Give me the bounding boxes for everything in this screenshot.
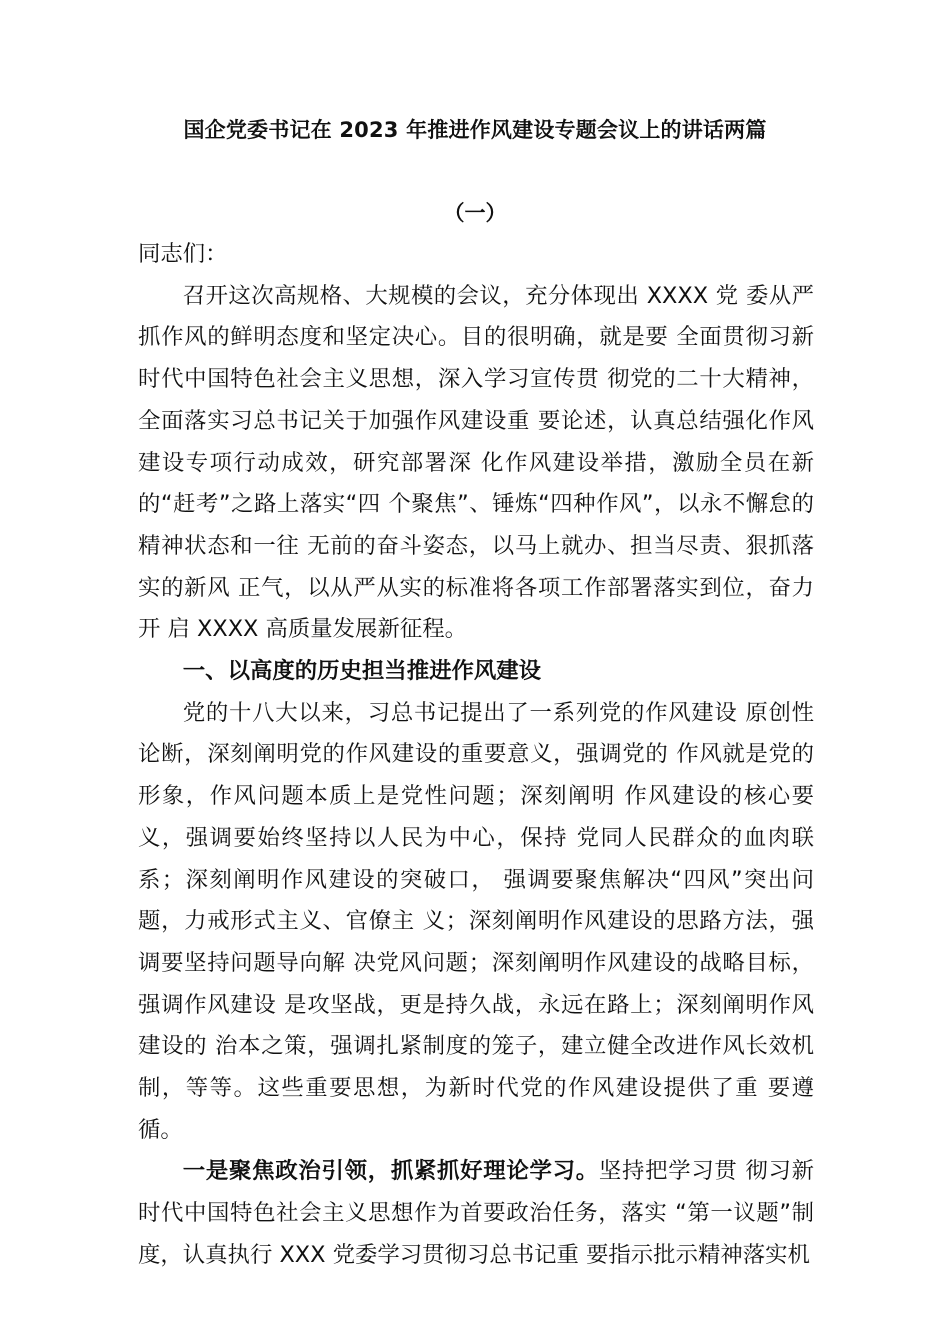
salutation: 同志们： bbox=[138, 241, 228, 267]
document-title: 国企党委书记在 2023 年推进作风建设专题会议上的讲话两篇 bbox=[183, 118, 767, 142]
paragraph-2: 党的十八大以来，习总书记提出了一系列党的作风建设 原创性论断，深刻阐明党的作风建设的重要意义，强调党的 作风就是党的形象，作风问题本质上是党性问题；深刻阐明 作风建设的核心要义，强调要始终坚持以人民为中心，保持 党同人民群众的血肉联系；深刻阐明作风建设的突破口， 强调要聚焦解决“四风”突出问题，力戒形式主义、官僚主 义；深刻阐明作风建设的思路方法，强调要坚持问题导向解 决党风问题；深刻阐明作风建设的战略目标，强调作风建设 是攻坚战，更是持久战，永远在路上；深刻阐明作风建设的 治本之策，强调扎紧制度的笼子，建立健全改进作风长效机 制，等等。这些重要思想，为新时代党的作风建设提供了重 要遵循。 bbox=[138, 699, 814, 1143]
section-heading-1: 一、以高度的历史担当推进作风建设 bbox=[182, 658, 542, 685]
paragraph-1: 召开这次高规格、大规模的会议，充分体现出 XXXX 党 委从严抓作风的鲜明态度和坚定决心。目的很明确，就是要 全面贯彻习新时代中国特色社会主义思想，深入学习宣传贯 彻党的二十大精神，全面落实习总书记关于加强作风建设重 要论述，认真总结强化作风建设专项行动成效，研究部署深 化作风建设举措，激励全员在新的“赶考”之路上落实“四 个聚焦”、锤炼“四种作风”，以永不懈怠的精神状态和一往 无前的奋斗姿态，以马上就办、担当尽责、狠抓落实的新风 正气，以从严从实的标准将各项工作部署落实到位，奋力开 启 XXXX 高质量发展新征程。 bbox=[138, 282, 814, 643]
document-body bbox=[138, 234, 814, 1277]
paragraph-3-lead: 一是聚焦政治引领，抓紧抓好理论学习。 bbox=[182, 1158, 599, 1185]
section-number: （一） bbox=[443, 201, 507, 225]
paragraph-3-rest: 坚持把学习贯 彻习新时代中国特色社会主义思想作为首要政治任务，落实 “第一议题”制度，认真执行 XXX 党委学习贯彻习总书记重 要指示批示精神落实机 bbox=[138, 1158, 815, 1268]
paragraph-3 bbox=[138, 1151, 814, 1276]
